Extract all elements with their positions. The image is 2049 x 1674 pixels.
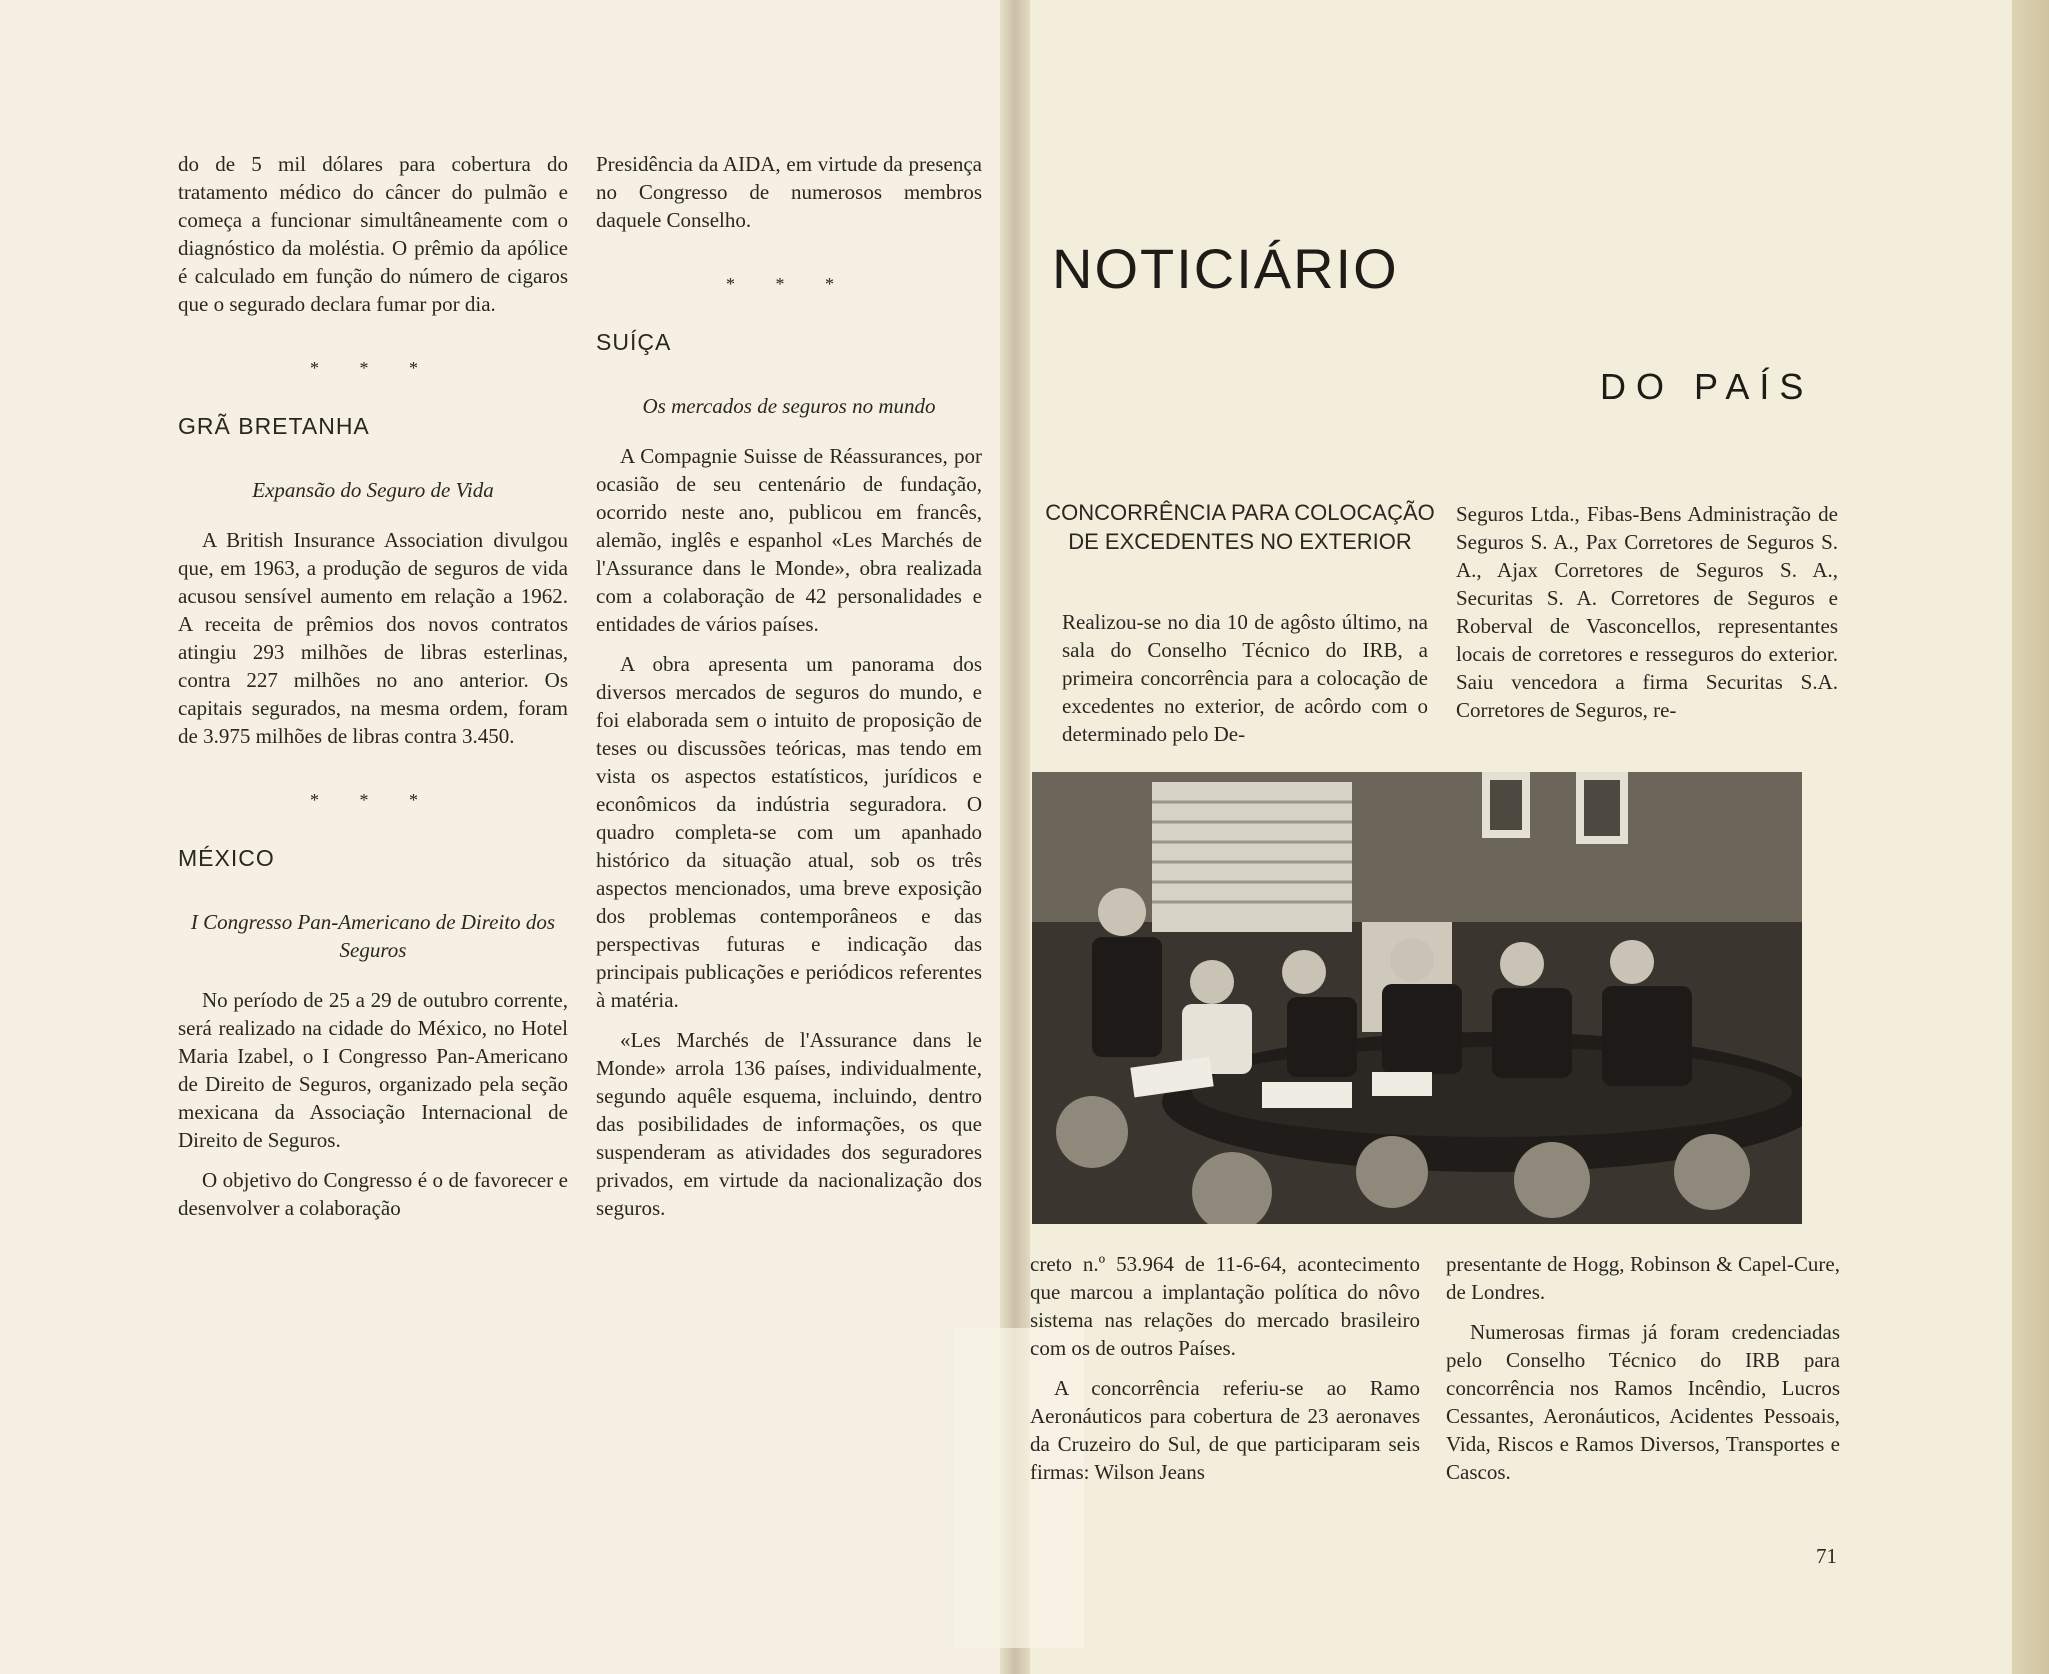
paragraph: O objetivo do Congresso é o de favorecer e desenvolver a colaboração [178,1168,568,1220]
right-column-1-bottom [1030,1250,1420,1498]
paragraph: Realizou-se no dia 10 de agôsto último, na sala do Conselho Técnico do IRB, a primeira concorrência para a colocação de excedentes no exterior, de acôrdo com o determinado pelo De- [1062,610,1428,746]
paragraph: No período de 25 a 29 de outubro corrente, será realizado na cidade do México, no Hotel Maria Izabel, o I Congresso Pan-Americano de Direito de Seguros, organizado pela seção mexicana da Associação Internacional de Direito de Seguros. [178,988,568,1152]
section-subtitle: DO PAÍS [1600,366,1814,407]
heading-gra-bretanha: GRÃ BRETANHA [178,413,370,439]
paragraph: A British Insurance Association divulgou que, em 1963, a produção de seguros de vida acusou sensível aumento em relação a 1962. A receita de prêmios dos novos contratos atingiu 293 milhões de libras esterlinas, contra 227 milhões no ano anterior. Os capitais segurados, na mesma ordem, foram de 3.975 milhões de libras contra 3.450. [178,528,568,748]
paragraph: creto n.º 53.964 de 11-6-64, acontecimento que marcou a implantação política do nôvo sistema nas relações do mercado brasileiro com os de outros Países. [1030,1252,1420,1360]
page-edge [2012,0,2049,1674]
heading-suica: SUÍÇA [596,329,672,355]
section-title: NOTICIÁRIO [1052,237,1399,300]
page-number: 71 [1816,1544,1837,1568]
right-column-1-top [1062,608,1428,760]
paragraph: «Les Marchés de l'Assurance dans le Monde» arrola 136 países, individualmente, segundo aquêle esquema, incluindo, dentro das posibilidades de informações, os que suspenderam as atividades dos seguradores privados, em virtude da nacionalização dos seguros. [596,1028,982,1220]
heading-mexico: MÉXICO [178,845,275,871]
subheading: Expansão do Seguro de Vida [252,478,494,502]
paragraph: presentante de Hogg, Robinson & Capel-Cure, de Londres. [1446,1252,1840,1304]
right-column-2-top [1456,500,1838,736]
section-divider: * * * [726,274,852,294]
section-divider: * * * [310,358,436,378]
subheading: Os mercados de seguros no mundo [642,394,936,418]
paragraph: A concorrência referiu-se ao Ramo Aeronáuticos para cobertura de 23 aeronaves da Cruzeiro do Sul, de que participaram seis firmas: Wilson Jeans [1030,1376,1420,1484]
paragraph: Numerosas firmas já foram credenciadas pelo Conselho Técnico do IRB para concorrência nos Ramos Incêndio, Lucros Cessantes, Aeronáuticos, Acidentes Pessoais, Vida, Riscos e Ramos Diversos, Transportes e Cascos. [1446,1320,1840,1484]
paragraph: do de 5 mil dólares para cobertura do tratamento médico do câncer do pulmão e começa a funcionar simultâneamente com o diagnóstico da moléstia. O prêmio da apólice é calculado em função do número de cigaros que o segurado declara fumar por dia. [178,152,568,316]
paragraph: Seguros Ltda., Fibas-Bens Administração de Seguros S. A., Pax Corretores de Seguros S. A., Ajax Corretores de Seguros S. A., Securitas S. A. Corretores de Seguros e Roberval de Vasconcellos, representantes locais de corretores e resseguros do exterior. Saiu vencedora a firma Securitas S.A. Corretores de Seguros, re- [1456,502,1838,722]
article-headline: CONCORRÊNCIA PARA COLOCAÇÃO DE EXCEDENTES NO EXTERIOR [1045,500,1435,554]
section-divider: * * * [310,790,436,810]
left-column-1 [178,150,568,1234]
right-column-2-bottom [1446,1250,1840,1498]
paragraph: Presidência da AIDA, em virtude da presença no Congresso de numerosos membros daquele Conselho. [596,152,982,232]
paragraph: A obra apresenta um panorama dos diversos mercados de seguros do mundo, e foi elaborada sem o intuito de proposição de teses ou discussões teóricas, mas tendo em vista os aspectos estatísticos, jurídicos e econômicos da indústria seguradora. O quadro completa-se com um apanhado histórico da situação atual, sob os três aspectos mencionados, uma breve exposição dos problemas contemporâneos e das perspectivas futuras e indicação das principais publicações e periódicos referentes à matéria. [596,652,982,1012]
subheading: I Congresso Pan-Americano de Direito dos Seguros [190,910,556,962]
left-column-2 [596,150,982,1234]
photo-illustration [1032,772,1802,1224]
paragraph: A Compagnie Suisse de Réassurances, por ocasião de seu centenário de fundação, ocorrido neste ano, publicou em francês, alemão, inglês e espanhol «Les Marchés de l'Assurance dans le Monde», obra realizada com a colaboração de 42 personalidades e entidades de vários países. [596,444,982,636]
meeting-photo [1032,772,1802,1224]
